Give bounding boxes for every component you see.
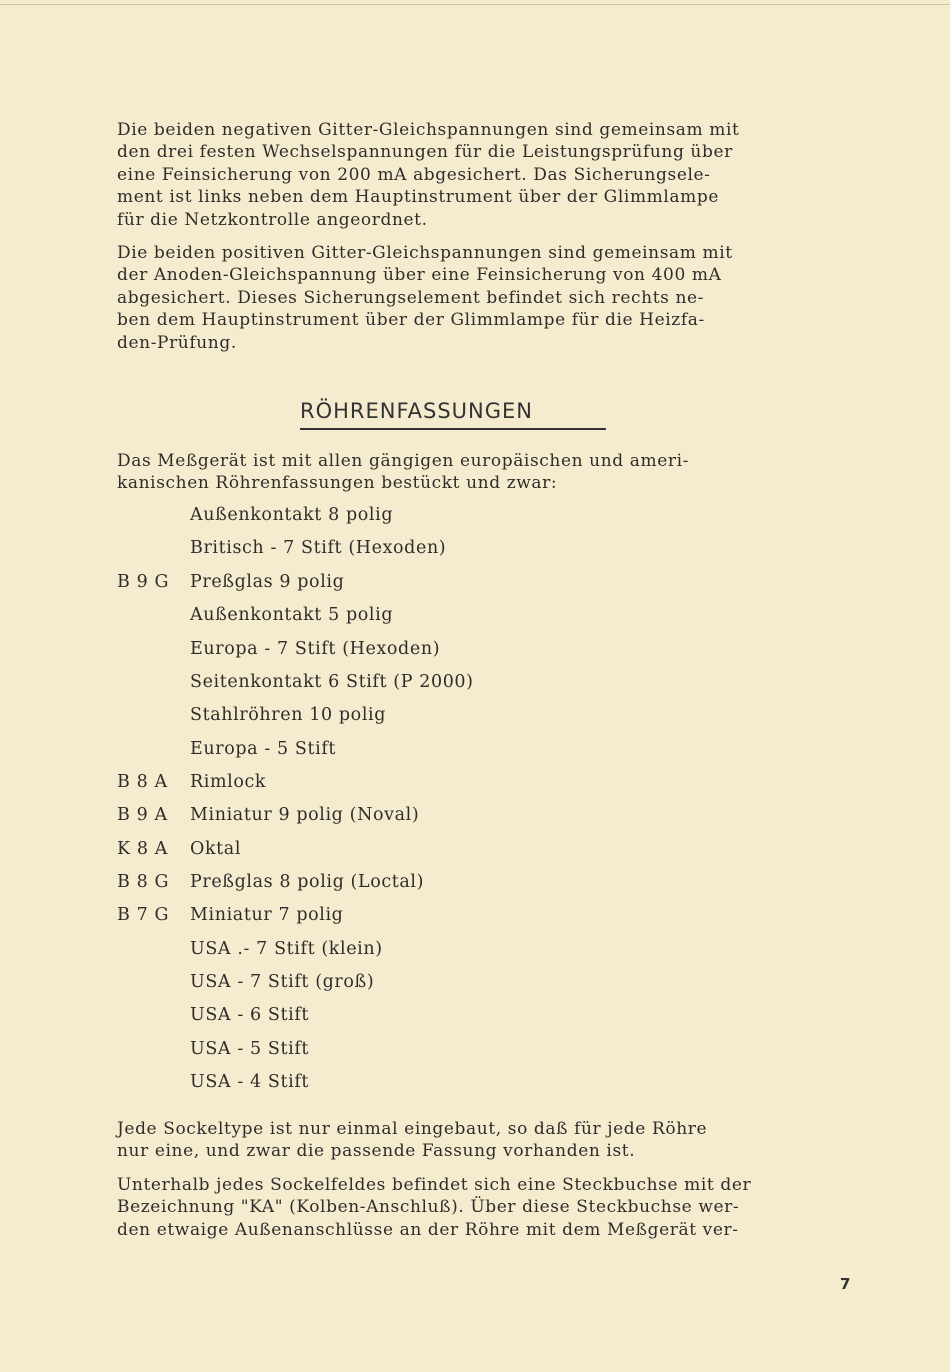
socket-label: Europa - 7 Stift (Hexoden) <box>190 639 441 659</box>
paragraph-positive-grid-fuse <box>117 242 862 354</box>
socket-label: USA - 7 Stift (groß) <box>190 972 375 992</box>
heading-underline <box>300 428 606 430</box>
socket-label: Seitenkontakt 6 Stift (P 2000) <box>190 672 474 692</box>
socket-label: Miniatur 7 polig <box>190 905 344 925</box>
socket-label: Rimlock <box>190 772 267 792</box>
text-line: Die beiden negativen Gitter-Gleichspannungen sind gemeinsam mit <box>117 120 740 140</box>
socket-label: USA - 5 Stift <box>190 1039 310 1059</box>
paragraph-socket-intro <box>117 450 862 495</box>
socket-label: Europa - 5 Stift <box>190 739 337 759</box>
socket-label: Preßglas 8 polig (Loctal) <box>190 872 425 892</box>
socket-label: USA - 6 Stift <box>190 1005 310 1025</box>
socket-label: Oktal <box>190 839 242 859</box>
text-line: der Anoden-Gleichspannung über eine Feinsicherung von 400 mA <box>117 265 722 286</box>
socket-label: USA .- 7 Stift (klein) <box>190 939 383 959</box>
text-line: Unterhalb jedes Sockelfeldes befindet sich eine Steckbuchse mit der <box>117 1175 752 1195</box>
text-line: Das Meßgerät ist mit allen gängigen europäischen und ameri- <box>117 451 689 471</box>
text-line: eine Feinsicherung von 200 mA abgesichert. Das Sicherungsele- <box>117 164 711 185</box>
socket-label: Preßglas 9 polig <box>190 572 345 592</box>
text-line: abgesichert. Dieses Sicherungselement befindet sich rechts ne- <box>117 287 705 308</box>
paragraph-ka-socket <box>117 1174 862 1241</box>
socket-code: B 9 G <box>117 572 170 592</box>
socket-code: B 8 A <box>117 772 168 792</box>
socket-label: Britisch - 7 Stift (Hexoden) <box>190 538 447 558</box>
socket-label: Außenkontakt 8 polig <box>190 505 394 525</box>
section-heading: RÖHRENFASSUNGEN <box>300 399 533 423</box>
text-line: den drei festen Wechselspannungen für die Leistungsprüfung über <box>117 142 733 163</box>
socket-code: B 7 G <box>117 905 170 925</box>
text-line: Jede Sockeltype ist nur einmal eingebaut, so daß für jede Röhre <box>117 1119 708 1139</box>
text-line: den etwaige Außenanschlüsse an der Röhre mit dem Meßgerät ver- <box>117 1219 739 1240</box>
text-line: ben dem Hauptinstrument über der Glimmlampe für die Heizfa- <box>117 310 705 331</box>
text-line: Die beiden positiven Gitter-Gleichspannungen sind gemeinsam mit <box>117 243 733 263</box>
text-line: ment ist links neben dem Hauptinstrument über der Glimmlampe <box>117 187 720 208</box>
socket-label: Stahlröhren 10 polig <box>190 705 387 725</box>
paragraph-socket-uniqueness <box>117 1118 862 1163</box>
page-number: 7 <box>840 1275 851 1293</box>
text-line: Bezeichnung "KA" (Kolben-Anschluß). Über diese Steckbuchse wer- <box>117 1197 740 1218</box>
socket-code: K 8 A <box>117 839 168 859</box>
socket-label: Außenkontakt 5 polig <box>190 605 394 625</box>
socket-code: B 8 G <box>117 872 170 892</box>
socket-code: B 9 A <box>117 805 168 825</box>
socket-label: USA - 4 Stift <box>190 1072 310 1092</box>
text-line: den-Prüfung. <box>117 332 237 353</box>
top-edge-line <box>0 4 950 5</box>
paragraph-negative-grid-fuse <box>117 119 862 231</box>
text-line: kanischen Röhrenfassungen bestückt und zwar: <box>117 473 558 494</box>
text-line: nur eine, und zwar die passende Fassung vorhanden ist. <box>117 1141 636 1162</box>
socket-label: Miniatur 9 polig (Noval) <box>190 805 420 825</box>
text-line: für die Netzkontrolle angeordnet. <box>117 209 428 230</box>
